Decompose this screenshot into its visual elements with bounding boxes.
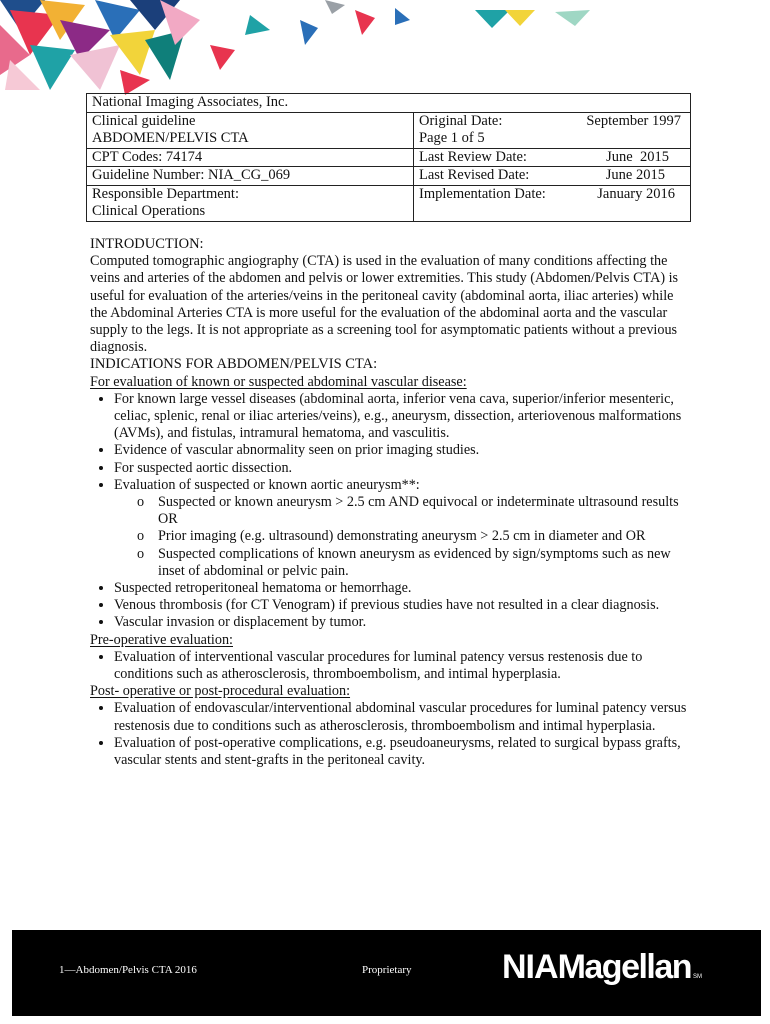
department-label: Responsible Department: [92, 185, 239, 202]
doc-title: ABDOMEN/PELVIS CTA [92, 130, 249, 146]
last-review-label: Last Review Date: [419, 148, 527, 165]
list-item [114, 477, 690, 580]
footer-proprietary: Proprietary [362, 964, 412, 976]
decorative-triangle-banner [0, 0, 770, 95]
list-item: • Evidence of vascular abnormality seen on prior imaging studies. [114, 442, 690, 459]
logo-nia: NIA [502, 948, 558, 986]
original-date-value: September 1997 [586, 112, 681, 129]
organization-cell [87, 94, 691, 113]
department-value: Clinical Operations [92, 203, 206, 219]
list-item: • For suspected aortic dissection. [114, 460, 690, 477]
postop-list [90, 700, 690, 769]
indications-heading: INDICATIONS FOR ABDOMEN/PELVIS CTA: [90, 356, 378, 373]
implementation-label: Implementation Date: [419, 185, 546, 202]
list-item: • Evaluation of interventional vascular procedures for luminal patency versus restenosis due to conditions such as atherosclerosis, thromboembolism, and intimal hyperplasia. [114, 649, 690, 683]
original-date-label: Original Date: [419, 112, 503, 129]
last-revised-label: Last Revised Date: [419, 167, 530, 183]
sub-list-item: o Prior imaging (e.g. ultrasound) demonstrating aneurysm > 2.5 cm in diameter and OR [158, 528, 690, 545]
list-item: • For known large vessel diseases (abdominal aorta, inferior vena cava, superior/inferior mesenteric, celiac, splenic, renal or iliac arteries/veins), e.g., aneurysm, dissection, arteriovenous malformations (AVMs), and fistulas, intramural hematoma, and vasculitis. [114, 391, 690, 443]
list-item: • Venous thrombosis (for CT Venogram) if previous studies have not resulted in a clear diagnosis. [114, 597, 690, 614]
logo-sm: SM [693, 974, 703, 980]
aneurysm-item-text: Evaluation of suspected or known aortic aneurysm**: [114, 476, 420, 493]
list-item: • Suspected retroperitoneal hematoma or hemorrhage. [114, 580, 690, 597]
cpt-cell [87, 148, 414, 167]
guideline-body [90, 236, 690, 769]
original-date-cell [414, 112, 691, 148]
guideline-number: Guideline Number: NIA_CG_069 [92, 167, 291, 183]
logo-magellan: Magellan [557, 948, 692, 986]
guideline-header-table [86, 93, 691, 222]
page-number: Page 1 of 5 [419, 130, 485, 146]
vascular-disease-heading: For evaluation of known or suspected abdominal vascular disease: [90, 373, 467, 390]
doc-type: Clinical guideline [92, 112, 196, 129]
footer-page-label: 1—Abdomen/Pelvis CTA 2016 [59, 964, 197, 976]
introduction-heading: INTRODUCTION: [90, 236, 204, 252]
preop-heading: Pre-operative evaluation: [90, 631, 233, 648]
guideline-number-cell [87, 167, 414, 186]
nia-magellan-logo [502, 948, 702, 987]
list-item: • Evaluation of post-operative complications, e.g. pseudoaneurysms, related to surgical bypass grafts, vascular stents and stent-grafts in the peritoneal cavity. [114, 735, 690, 769]
list-item: • Vascular invasion or displacement by tumor. [114, 614, 690, 631]
postop-heading: Post- operative or post-procedural evaluation: [90, 683, 351, 700]
introduction-text: Computed tomographic angiography (CTA) is used in the evaluation of many conditions affecting the veins and arteries of the abdomen and pelvis or lower extremities. This study (Abdomen/Pelvis CTA) is useful for evaluation of the arteries/veins in the peritoneal cavity (abdominal aorta, iliac arteries) while the Abdominal Arteries CTA is more useful for the evaluation of the abdominal aorta and the vascular supply to the legs. It is not appropriate as a screening tool for asymptomatic patients without a previous diagnosis. [90, 253, 679, 356]
last-revised-value: June 2015 [605, 167, 665, 183]
sub-list-item: o Suspected or known aneurysm > 2.5 cm AND equivocal or indeterminate ultrasound results OR [158, 494, 690, 528]
organization-name: National Imaging Associates, Inc. [92, 94, 289, 110]
page-footer [12, 930, 761, 1016]
list-item: • Evaluation of endovascular/interventional abdominal vascular procedures for luminal patency versus restenosis due to conditions such as atherosclerosis, thromboembolism and intimal hyperplasia. [114, 700, 690, 734]
department-cell [87, 185, 414, 221]
sub-list-item: o Suspected complications of known aneurysm as evidenced by sign/symptoms such as new inset of abdominal or pelvic pain. [158, 546, 690, 580]
implementation-value: January 2016 [597, 185, 675, 202]
title-cell [87, 112, 414, 148]
vascular-indications-list [90, 391, 690, 632]
last-review-cell [414, 148, 691, 167]
last-review-value: June 2015 [606, 148, 669, 165]
implementation-cell [414, 185, 691, 221]
last-revised-cell [414, 167, 691, 186]
preop-list [90, 649, 690, 683]
cpt-codes: CPT Codes: 74174 [92, 148, 203, 165]
aneurysm-sub-list [114, 494, 690, 580]
